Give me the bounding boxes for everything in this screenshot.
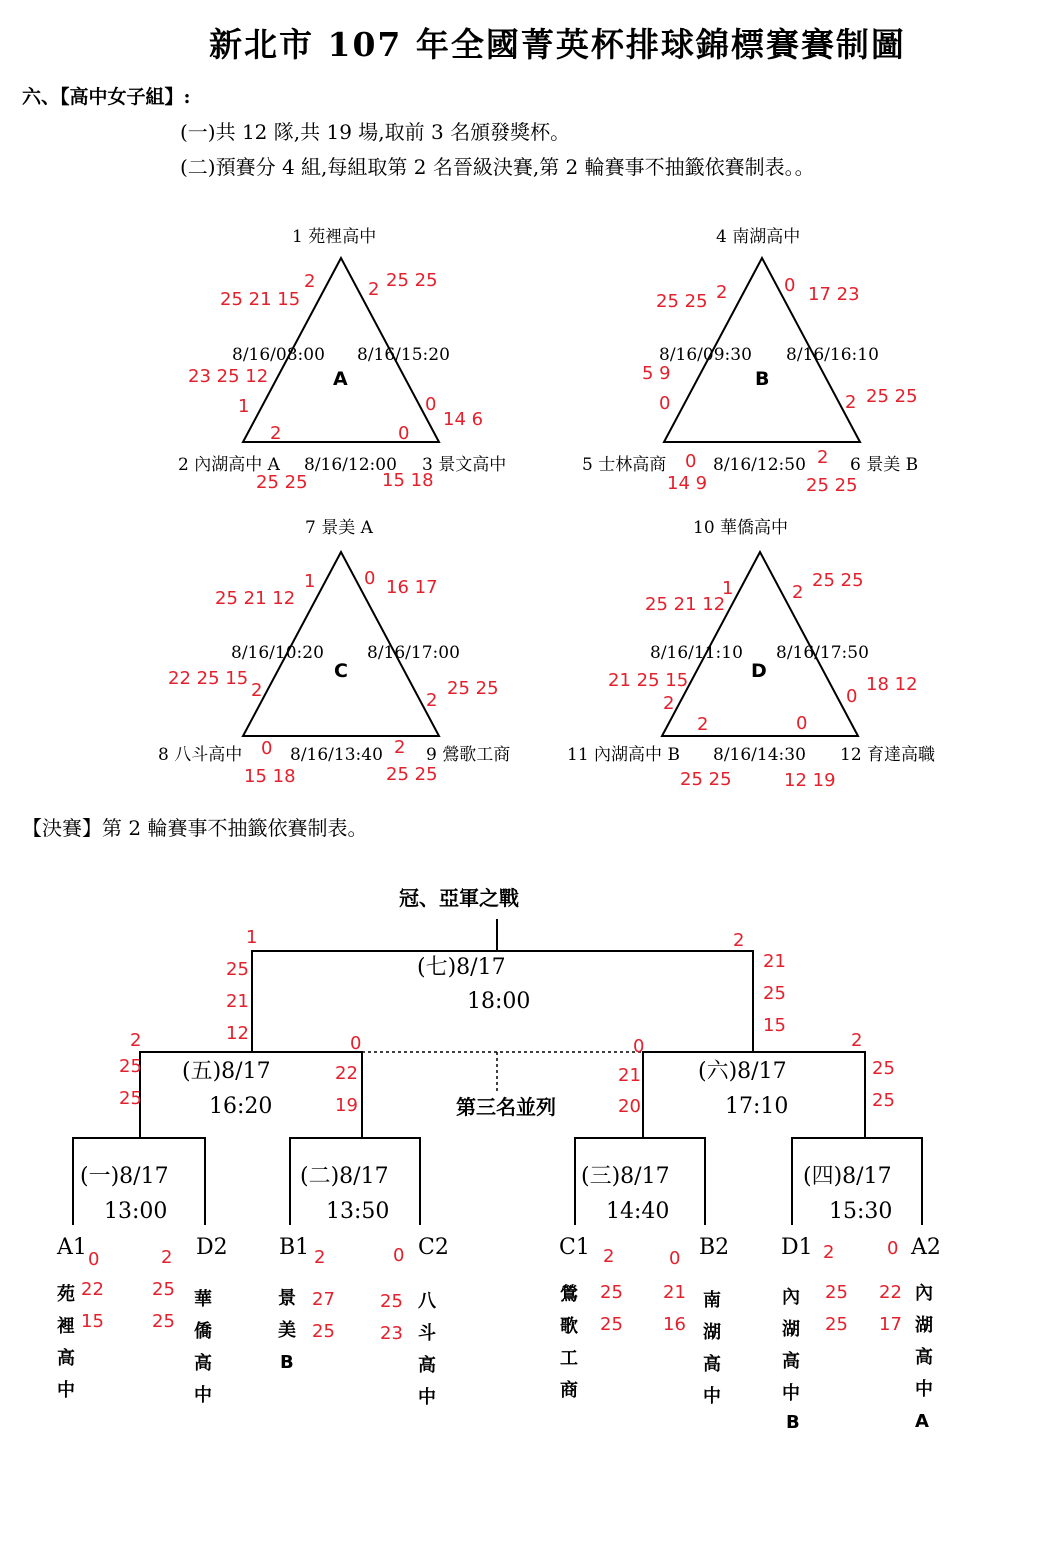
match-7-time: 18:00 (467, 989, 531, 1014)
match-5-label: (五)8/17 (182, 1059, 271, 1084)
group-a-score: 15 18 (382, 470, 434, 491)
match-4-score: 25 (825, 1314, 848, 1335)
group-d-left-time: 8/16/11:10 (650, 643, 743, 663)
match-7-score: 21 (763, 951, 786, 972)
match-5-score: 25 (119, 1088, 142, 1109)
group-b-score: 17 23 (808, 284, 860, 305)
team-name-d2: 高 (194, 1353, 212, 1374)
group-d-score: 2 (663, 693, 675, 714)
match-1-score: 22 (81, 1279, 104, 1300)
team-name-b1: B (280, 1352, 294, 1373)
match-4-score: 0 (887, 1238, 899, 1259)
group-a-score: 2 (304, 271, 316, 292)
group-d-score: 0 (846, 686, 858, 707)
group-a-score: 2 (270, 423, 282, 444)
group-b-score: 0 (685, 451, 697, 472)
match-6-time: 17:10 (725, 1094, 789, 1119)
match-4-score: 22 (879, 1282, 902, 1303)
group-d-right-time: 8/16/17:50 (776, 643, 869, 663)
group-b-score: 5 9 (642, 363, 671, 384)
match-7-score: 12 (226, 1023, 249, 1044)
match-3-score: 2 (603, 1246, 615, 1267)
match-3-score: 16 (663, 1314, 686, 1335)
team-name-c1: 商 (560, 1380, 578, 1401)
group-c-left-team: 8 八斗高中 (158, 745, 243, 765)
match-1-score: 2 (161, 1247, 173, 1268)
group-d-left-team: 11 內湖高中 B (567, 745, 680, 765)
match-5-score: 25 (119, 1056, 142, 1077)
seed-d1: D1 (781, 1235, 813, 1260)
match-6-score: 0 (633, 1036, 645, 1057)
match-2-score: 25 (380, 1291, 403, 1312)
team-name-a2: 中 (915, 1379, 933, 1400)
match-7-score: 25 (226, 959, 249, 980)
note-1: (一)共 12 隊,共 19 場,取前 3 名頒發獎杯。 (180, 120, 571, 144)
group-b-score: 2 (845, 392, 857, 413)
group-b-score: 2 (817, 447, 829, 468)
match-4-score: 2 (823, 1242, 835, 1263)
seed-b1: B1 (279, 1235, 310, 1260)
group-a-score: 25 25 (386, 270, 438, 291)
team-name-b2: 中 (703, 1386, 721, 1407)
group-a-score: 1 (238, 396, 250, 417)
match-1-time: 13:00 (104, 1199, 168, 1224)
match-3-score: 25 (600, 1314, 623, 1335)
group-c-label: C (334, 660, 348, 682)
group-c-left-time: 8/16/10:20 (231, 643, 324, 663)
match-7-score: 15 (763, 1015, 786, 1036)
match-1-score: 0 (88, 1249, 100, 1270)
group-a-score: 0 (425, 394, 437, 415)
group-b-right-team: 6 景美 B (850, 455, 919, 475)
team-name-c1: 鶯 (560, 1284, 578, 1305)
group-c-score: 0 (261, 738, 273, 759)
group-b-top-team: 4 南湖高中 (716, 227, 801, 247)
team-name-d1: 內 (782, 1287, 800, 1308)
group-d-score: 2 (697, 714, 709, 735)
match-1-score: 25 (152, 1279, 175, 1300)
match-5-score: 22 (335, 1063, 358, 1084)
match-5-score: 2 (130, 1030, 142, 1051)
team-name-d2: 華 (194, 1289, 212, 1310)
team-name-b2: 湖 (703, 1322, 721, 1343)
group-c-score: 25 21 12 (215, 588, 296, 609)
note-2: (二)預賽分 4 組,每組取第 2 名晉級決賽,第 2 輪賽事不抽籤依賽制表。。 (180, 155, 815, 179)
match-2-score: 25 (312, 1321, 335, 1342)
group-b-score: 2 (716, 282, 728, 303)
match-6-score: 21 (618, 1065, 641, 1086)
team-name-d2: 僑 (194, 1321, 212, 1342)
match-7-score: 2 (733, 930, 745, 951)
match-2-time: 13:50 (326, 1199, 390, 1224)
group-a-right-team: 3 景文高中 (422, 455, 507, 475)
match-3-score: 0 (669, 1248, 681, 1269)
group-a-score: 23 25 12 (188, 366, 269, 387)
page-title: 新北市 107 年全國菁英杯排球錦標賽賽制圖 (209, 25, 906, 64)
match-6-label: (六)8/17 (698, 1059, 787, 1084)
match-1-label: (一)8/17 (80, 1164, 169, 1189)
team-name-d1: 高 (782, 1351, 800, 1372)
match-4-label: (四)8/17 (803, 1164, 892, 1189)
match-3-time: 14:40 (606, 1199, 670, 1224)
team-name-b1: 景 (278, 1288, 296, 1309)
match-1-score: 25 (152, 1311, 175, 1332)
group-a-label: A (333, 368, 348, 390)
team-name-b2: 高 (703, 1354, 721, 1375)
team-name-b2: 南 (703, 1290, 721, 1311)
match-2-score: 23 (380, 1323, 403, 1344)
group-a-left-team: 2 內湖高中 A (178, 455, 280, 475)
section-heading: 六、【高中女子組】: (22, 86, 191, 108)
match-2-score: 0 (393, 1245, 405, 1266)
group-c-score: 2 (426, 690, 438, 711)
group-c-score: 1 (304, 571, 316, 592)
team-name-c2: 中 (418, 1387, 436, 1408)
group-d-score: 25 25 (812, 570, 864, 591)
group-c-score: 16 17 (386, 577, 438, 598)
third-place-label: 第三名並列 (456, 1095, 556, 1119)
match-1-score: 15 (81, 1311, 104, 1332)
match-7-label: (七)8/17 (417, 955, 506, 980)
team-name-a1: 裡 (57, 1316, 75, 1337)
group-c-score: 2 (394, 737, 406, 758)
match-3-label: (三)8/17 (581, 1164, 670, 1189)
seed-c1: C1 (559, 1235, 590, 1260)
group-d-score: 21 25 15 (608, 670, 689, 691)
group-b-score: 0 (659, 393, 671, 414)
group-a-score: 14 6 (443, 409, 484, 430)
seed-b2: B2 (699, 1235, 730, 1260)
match-4-score: 25 (825, 1282, 848, 1303)
group-d-score: 0 (796, 713, 808, 734)
team-name-c2: 高 (418, 1355, 436, 1376)
group-c-score: 25 25 (386, 764, 438, 785)
championship-label: 冠、亞軍之戰 (399, 886, 519, 910)
match-6-score: 20 (618, 1096, 641, 1117)
group-c-bottom-time: 8/16/13:40 (290, 745, 383, 765)
match-7-score: 21 (226, 991, 249, 1012)
group-d-score: 18 12 (866, 674, 918, 695)
match-7-score: 1 (246, 927, 258, 948)
group-c-right-team: 9 鶯歌工商 (426, 745, 511, 765)
match-4-score: 17 (879, 1314, 902, 1335)
team-name-b1: 美 (278, 1320, 296, 1341)
match-5-score: 19 (335, 1095, 358, 1116)
group-a-bottom-time: 8/16/12:00 (304, 455, 397, 475)
match-3-score: 21 (663, 1282, 686, 1303)
group-b-score: 0 (784, 275, 796, 296)
match-2-score: 2 (314, 1247, 326, 1268)
team-name-c1: 歌 (560, 1316, 578, 1337)
team-name-c1: 工 (560, 1348, 578, 1369)
group-c-score: 2 (251, 680, 263, 701)
group-d-score: 25 25 (680, 769, 732, 790)
group-c-score: 0 (364, 568, 376, 589)
group-c-score: 15 18 (244, 766, 296, 787)
seed-a1: A1 (57, 1235, 87, 1260)
group-d-score: 1 (722, 578, 734, 599)
finals-heading: 【決賽】第 2 輪賽事不抽籤依賽制表。 (22, 816, 368, 840)
group-c-top-team: 7 景美 A (305, 518, 373, 538)
team-name-c2: 斗 (418, 1323, 436, 1344)
group-c-right-time: 8/16/17:00 (367, 643, 460, 663)
team-name-c2: 八 (418, 1291, 436, 1312)
group-a-top-team: 1 苑裡高中 (292, 227, 377, 247)
match-6-score: 25 (872, 1090, 895, 1111)
match-4-time: 15:30 (829, 1199, 893, 1224)
team-name-a2: A (915, 1411, 929, 1432)
group-d-label: D (751, 660, 767, 682)
team-name-a2: 高 (915, 1347, 933, 1368)
team-name-d2: 中 (194, 1385, 212, 1406)
team-name-d1: 中 (782, 1383, 800, 1404)
group-b-score: 25 25 (806, 475, 858, 496)
match-6-score: 25 (872, 1058, 895, 1079)
match-5-time: 16:20 (209, 1094, 273, 1119)
group-d-score: 25 21 12 (645, 594, 726, 615)
group-b-score: 14 9 (667, 473, 708, 494)
group-d-bottom-time: 8/16/14:30 (713, 745, 806, 765)
group-a-score: 25 21 15 (220, 289, 301, 310)
group-a-left-time: 8/16/08:00 (232, 345, 325, 365)
group-d-right-team: 12 育達高職 (840, 745, 936, 765)
team-name-a1: 苑 (57, 1284, 75, 1305)
group-b-right-time: 8/16/16:10 (786, 345, 879, 365)
team-name-d1: B (786, 1412, 800, 1433)
seed-d2: D2 (196, 1235, 228, 1260)
group-b-label: B (755, 368, 770, 390)
group-d-score: 2 (792, 582, 804, 603)
match-5-score: 0 (350, 1033, 362, 1054)
match-2-score: 27 (312, 1289, 335, 1310)
match-2-label: (二)8/17 (300, 1164, 389, 1189)
group-a-score: 2 (368, 279, 380, 300)
group-a-score: 25 25 (256, 472, 308, 493)
group-b-left-team: 5 士林高商 (582, 455, 667, 475)
group-a-score: 0 (398, 423, 410, 444)
group-d-top-team: 10 華僑高中 (693, 518, 789, 538)
team-name-a1: 高 (57, 1348, 75, 1369)
match-3-score: 25 (600, 1282, 623, 1303)
team-name-d1: 湖 (782, 1319, 800, 1340)
team-name-a1: 中 (57, 1380, 75, 1401)
group-b-left-time: 8/16/09:30 (659, 345, 752, 365)
group-d-score: 12 19 (784, 770, 836, 791)
group-b-score: 25 25 (866, 386, 918, 407)
team-name-a2: 湖 (915, 1315, 933, 1336)
match-7-score: 25 (763, 983, 786, 1004)
group-c-score: 22 25 15 (168, 668, 249, 689)
group-b-bottom-time: 8/16/12:50 (713, 455, 806, 475)
seed-a2: A2 (911, 1235, 941, 1260)
team-name-a2: 內 (915, 1283, 933, 1304)
group-c-score: 25 25 (447, 678, 499, 699)
group-b-score: 25 25 (656, 291, 708, 312)
seed-c2: C2 (418, 1235, 449, 1260)
group-a-right-time: 8/16/15:20 (357, 345, 450, 365)
match-6-score: 2 (851, 1030, 863, 1051)
